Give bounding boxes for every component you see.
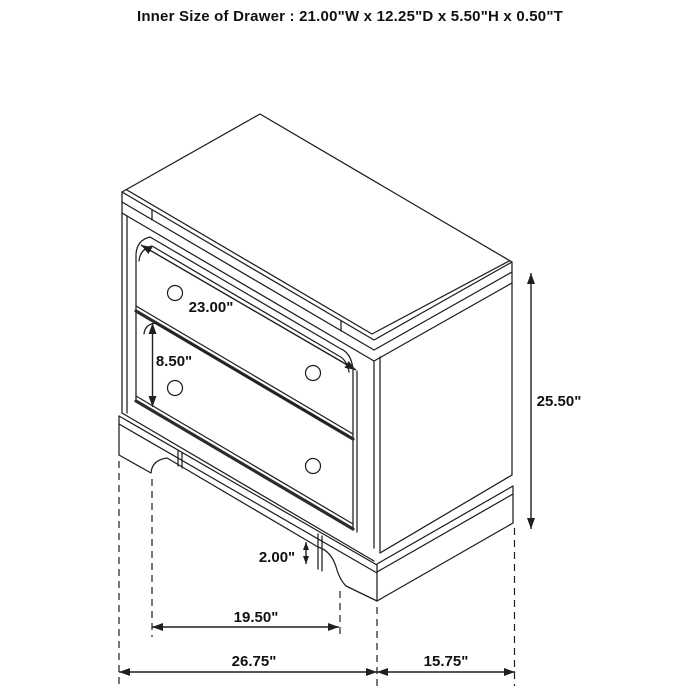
dim-line-drawer-width	[141, 245, 356, 370]
dim-label-drawer-width: 23.00"	[188, 299, 234, 316]
dim-label-overall-depth: 15.75"	[423, 653, 469, 670]
knob-icon	[306, 366, 321, 381]
dim-label-overall-width: 26.75"	[231, 653, 277, 670]
dim-label-foot-height: 2.00"	[258, 549, 296, 566]
side-face	[377, 283, 513, 601]
knob-icon	[168, 286, 183, 301]
knob-icon	[168, 381, 183, 396]
top-panel	[122, 114, 512, 361]
dim-label-overall-height: 25.50"	[536, 393, 582, 410]
front-face-frame	[122, 213, 374, 561]
base-front	[119, 416, 377, 601]
page-title: Inner Size of Drawer : 21.00"W x 12.25"D x 5.50"H x 0.50"T	[136, 8, 564, 25]
dim-label-drawer-height: 8.50"	[155, 353, 193, 370]
dim-label-feet-span: 19.50"	[233, 609, 279, 626]
knob-icon	[306, 459, 321, 474]
drawer-top	[136, 237, 353, 434]
